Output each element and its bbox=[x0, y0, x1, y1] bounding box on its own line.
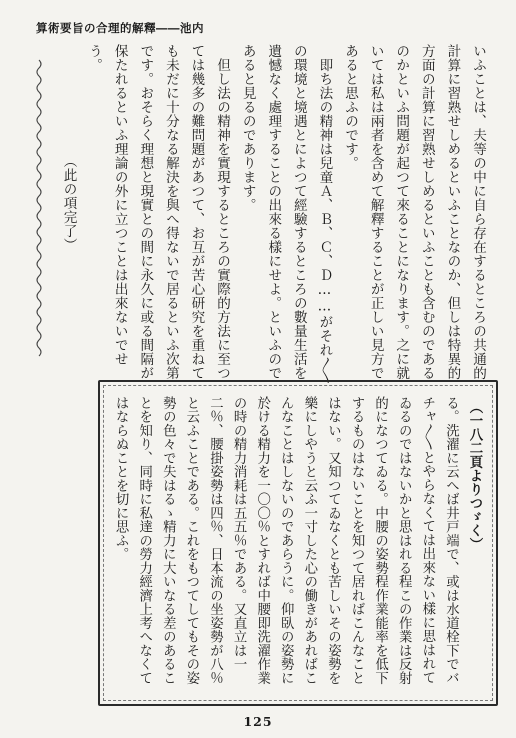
running-head: 算術要旨の合理的解釋――池内 bbox=[36, 21, 204, 35]
main-line: だに十分なる解決を與へ得ないで居るといふ次第です。 bbox=[137, 44, 179, 380]
continued-column bbox=[106, 396, 486, 696]
continued-column-body bbox=[109, 396, 463, 696]
main-line: の環境と境遇とによつて經驗するところの數量生活を遺 bbox=[265, 44, 307, 380]
main-paragraph-2 bbox=[234, 44, 336, 388]
main-line: 憾なく處理することの出來る樣にせよ。といふのである bbox=[239, 44, 282, 380]
main-line: と見るのであります。 bbox=[239, 72, 256, 212]
main-body-text bbox=[60, 44, 490, 388]
section-closing-note: （此の項完了） bbox=[60, 154, 77, 253]
main-line: ふのです。 bbox=[342, 100, 359, 170]
main-line: おそらく理想と現實との間に永久に或る間隔が保たれる bbox=[111, 44, 154, 380]
page-number: 125 bbox=[243, 714, 273, 729]
continued-column-heading: （一八二頁よりつゞく） bbox=[467, 400, 483, 552]
box-line: る。洗濯に云へば井戸端で、或は水道栓下でバチャ bbox=[419, 396, 459, 685]
box-line: 知つて居ればこんなことはない。又知つてゐなくと bbox=[325, 396, 365, 685]
continued-column-text bbox=[106, 396, 486, 696]
box-line: も苦しいその姿勢を樂にしやうと云ふ一寸した心の bbox=[301, 396, 341, 685]
box-line: 〳〵とやらなくては出來ない樣に思はれてゐるのではな bbox=[396, 396, 435, 685]
box-line: 二％、腰掛姿勢は四％、日本流の坐姿勢が八％と云 bbox=[183, 396, 223, 685]
box-line: で失はるゝ精力に大いなる差のあることを知り、同 bbox=[136, 396, 176, 685]
box-line: 働きがあればこんなことはしないのであらうに。仰 bbox=[278, 396, 317, 685]
main-paragraph-3 bbox=[81, 44, 235, 388]
main-line: 私は兩者を含めて解釋することが正しい見方であると思 bbox=[342, 44, 384, 380]
main-line: 算に習熟せしめるといふことなのか、但しは特異的方面 bbox=[418, 44, 461, 380]
main-line: は幾多の難問題があつて、お互が苦心研究を重ねても未 bbox=[162, 44, 205, 380]
box-line: 時に私達の勞力經濟上考へなくてはならぬことを切 bbox=[113, 396, 152, 685]
main-line: の計算に習熟せしめるといふことも含むのであるのかと bbox=[393, 44, 435, 380]
main-paragraph-1 bbox=[336, 44, 490, 388]
main-line: いふことは、夫等の中に自ら存在するところの共通的計 bbox=[444, 44, 486, 380]
box-line: 臥の姿勢に於ける精力を一〇〇％とすれば中腰即洗 bbox=[254, 396, 294, 685]
main-line: いふ問題が起つて來ることになります。之に就いては bbox=[367, 44, 410, 380]
box-line: 濯作業の時の精力消耗は五五％である。又直立は一 bbox=[231, 396, 270, 685]
wavy-section-divider bbox=[33, 60, 45, 360]
main-line: 即ち法の精神は兒童Ａ、Ｂ、Ｃ、Ｄ……がそれ〳〵 bbox=[316, 57, 333, 384]
box-line: ふことである。これをもつてしてもその姿勢の色々 bbox=[160, 396, 199, 685]
box-line: 中腰の姿勢程作業能率を低下するものはないことを bbox=[349, 396, 388, 685]
box-line: に思ふ。 bbox=[113, 506, 129, 561]
main-line: といふ理論の外に立つことは出來ないでせう。 bbox=[86, 44, 128, 366]
box-line: いかと思はれる程この作業は反射的になつてゐる。 bbox=[372, 396, 412, 685]
main-line: 但し法の精神を實現するところの實際的方法に至つて bbox=[188, 44, 231, 380]
